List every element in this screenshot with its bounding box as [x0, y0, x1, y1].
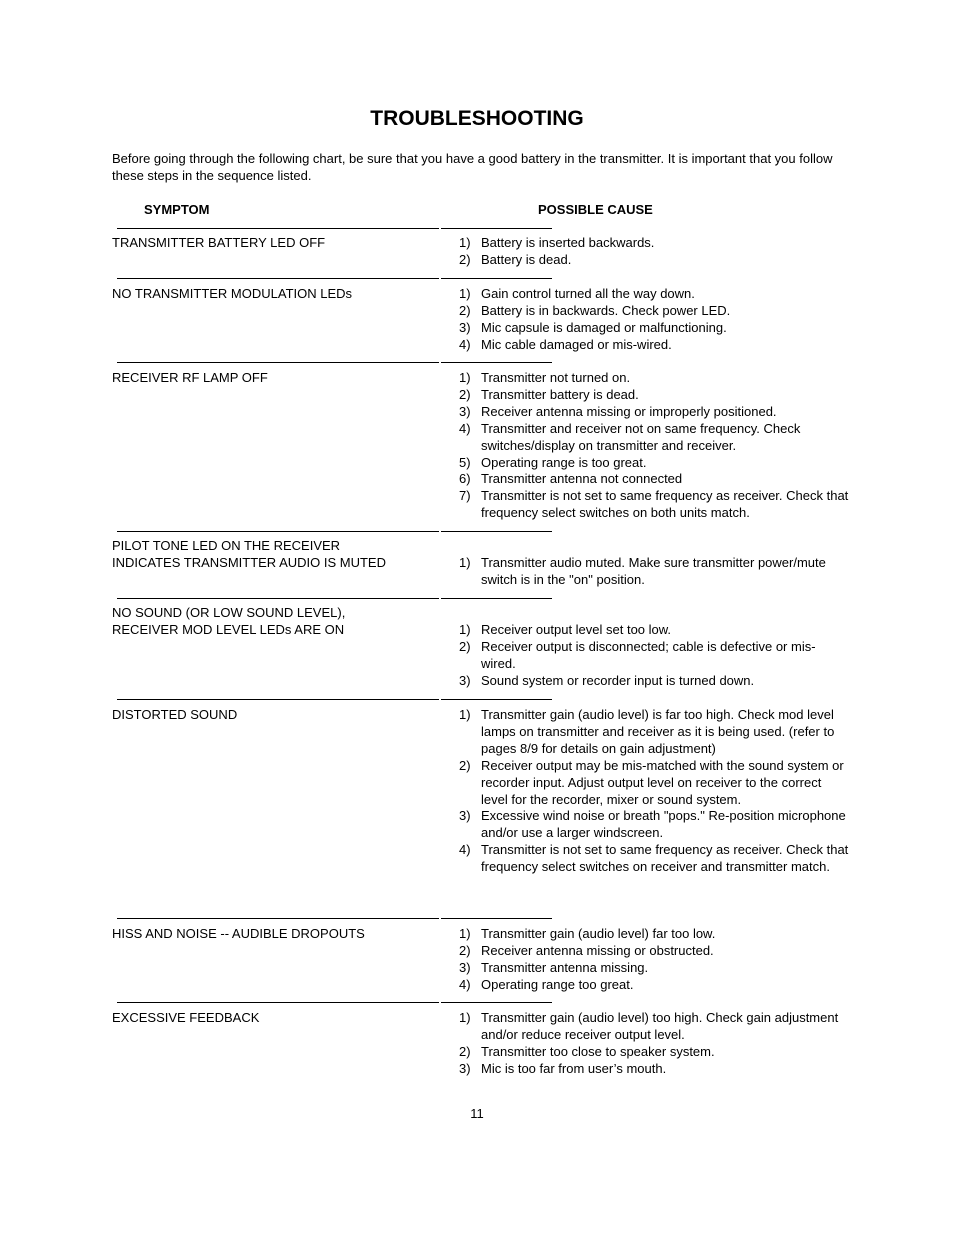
symptom-cell — [112, 707, 432, 724]
symptom-line: DISTORTED SOUND — [112, 707, 238, 722]
cause-text: Battery is dead. — [481, 251, 572, 267]
symptom-cell — [112, 1010, 432, 1027]
cause-text: Transmitter antenna missing. — [481, 959, 649, 975]
cause-number: 1) — [459, 622, 471, 637]
cause-text: Battery is in backwards. Check power LED. — [481, 302, 731, 318]
cause-number: 1) — [459, 370, 471, 385]
symptom-cell — [112, 926, 432, 943]
possible-cause-list — [459, 707, 849, 876]
symptom-line: EXCESSIVE FEEDBACK — [112, 1010, 260, 1025]
cause-item — [459, 404, 849, 421]
cause-text: Transmitter battery is dead. — [481, 386, 639, 402]
cause-text: Receiver output may be mis-matched with the sound system or recorder input. Adjust output level on receiver to the correct level for the recorder, mixer or sound system. — [481, 757, 844, 807]
cause-number: 1) — [459, 235, 471, 250]
cause-text: Transmitter gain (audio level) is far too high. Check mod level lamps on transmitter and receiver as it is being used. (refer to pages 8/9 for details on gain adjustment) — [481, 707, 835, 756]
symptom-cell — [112, 286, 432, 303]
possible-cause-list — [459, 555, 849, 589]
cause-item — [459, 471, 849, 488]
cause-number: 2) — [459, 638, 471, 654]
cause-item — [459, 235, 849, 252]
cause-text: Receiver output is disconnected; cable is defective or mis-wired. — [481, 638, 816, 671]
cause-text: Battery is inserted backwards. — [481, 235, 655, 250]
cause-number: 2) — [459, 1043, 471, 1059]
cause-text: Transmitter gain (audio level) too high. Check gain adjustment and/or reduce receiver output level. — [481, 1010, 839, 1042]
symptom-cell — [112, 538, 432, 572]
symptom-cell — [112, 370, 432, 387]
cause-text: Transmitter too close to speaker system. — [481, 1043, 715, 1059]
cause-item — [459, 370, 849, 387]
symptom-line: RECEIVER MOD LEVEL LEDs ARE ON — [112, 621, 345, 637]
intro-paragraph: Before going through the following chart, be sure that you have a good battery in the transmitter. It is important that you follow these steps in the sequence listed. — [112, 151, 833, 183]
row-divider — [0, 1002, 954, 1003]
cause-item — [459, 455, 849, 472]
cause-number: 2) — [459, 757, 471, 773]
cause-text: Transmitter gain (audio level) far too low. — [481, 926, 716, 941]
cause-number: 4) — [459, 420, 471, 436]
cause-item — [459, 926, 849, 943]
cause-item — [459, 286, 849, 303]
cause-number: 3) — [459, 959, 471, 975]
page-title: TROUBLESHOOTING — [370, 107, 584, 130]
cause-text: Sound system or recorder input is turned down. — [481, 672, 755, 688]
cause-number: 2) — [459, 302, 471, 318]
cause-item — [459, 252, 849, 269]
cause-number: 1) — [459, 1010, 471, 1025]
cause-item — [459, 555, 849, 589]
cause-text: Receiver output level set too low. — [481, 622, 672, 637]
cause-number: 2) — [459, 942, 471, 958]
cause-number: 7) — [459, 488, 471, 504]
possible-cause-list — [459, 622, 849, 690]
cause-item — [459, 622, 849, 639]
row-divider — [0, 228, 954, 229]
row-divider — [0, 531, 954, 532]
cause-number: 4) — [459, 336, 471, 352]
row-divider — [0, 918, 954, 919]
cause-item — [459, 1044, 849, 1061]
symptom-column-header: SYMPTOM — [144, 202, 210, 217]
symptom-line: PILOT TONE LED ON THE RECEIVER — [112, 538, 341, 553]
cause-item — [459, 303, 849, 320]
symptom-line: NO TRANSMITTER MODULATION LEDs — [112, 286, 353, 301]
cause-text: Mic capsule is damaged or malfunctioning. — [481, 319, 727, 335]
cause-item — [459, 943, 849, 960]
cause-number: 3) — [459, 319, 471, 335]
possible-cause-list — [459, 370, 849, 522]
cause-item — [459, 977, 849, 994]
possible-cause-list — [459, 1010, 849, 1078]
cause-text: Receiver antenna missing or improperly positioned. — [481, 403, 777, 419]
cause-text: Operating range is too great. — [481, 454, 647, 470]
cause-number: 1) — [459, 707, 471, 722]
symptom-line: RECEIVER RF LAMP OFF — [112, 370, 268, 385]
cause-item — [459, 673, 849, 690]
cause-number: 6) — [459, 471, 471, 487]
cause-number: 1) — [459, 926, 471, 941]
row-divider — [0, 362, 954, 363]
cause-number: 2) — [459, 386, 471, 402]
row-divider — [0, 699, 954, 700]
cause-number: 1) — [459, 286, 471, 301]
cause-number: 1) — [459, 555, 471, 570]
symptom-line: INDICATES TRANSMITTER AUDIO IS MUTED — [112, 554, 386, 570]
cause-number: 3) — [459, 672, 471, 688]
cause-item — [459, 1061, 849, 1078]
cause-item — [459, 337, 849, 354]
symptom-line: TRANSMITTER BATTERY LED OFF — [112, 235, 326, 250]
cause-text: Operating range too great. — [481, 976, 634, 992]
cause-item — [459, 960, 849, 977]
cause-number: 5) — [459, 454, 471, 470]
cause-text: Transmitter is not set to same frequency as receiver. Check that frequency select switches on both units match. — [481, 488, 849, 521]
cause-item — [459, 320, 849, 337]
cause-text: Excessive wind noise or breath "pops." Re-position microphone and/or use a larger windscreen. — [481, 808, 846, 841]
row-divider — [0, 598, 954, 599]
cause-number: 3) — [459, 808, 471, 824]
cause-number: 3) — [459, 403, 471, 419]
cause-text: Transmitter not turned on. — [481, 370, 631, 385]
cause-text: Mic is too far from user’s mouth. — [481, 1060, 667, 1076]
possible-cause-list — [459, 926, 849, 994]
cause-item — [459, 421, 849, 455]
cause-text: Gain control turned all the way down. — [481, 286, 695, 301]
cause-item — [459, 808, 849, 842]
cause-item — [459, 842, 849, 876]
possible-cause-column-header: POSSIBLE CAUSE — [538, 202, 653, 217]
cause-text: Transmitter is not set to same frequency as receiver. Check that frequency select switches on receiver and transmitter match. — [481, 842, 849, 875]
cause-text: Receiver antenna missing or obstructed. — [481, 942, 714, 958]
possible-cause-list — [459, 235, 849, 269]
cause-item — [459, 639, 849, 673]
cause-text: Transmitter audio muted. Make sure transmitter power/mute switch is in the "on" position. — [481, 555, 826, 587]
cause-item — [459, 707, 849, 758]
cause-text: Transmitter antenna not connected — [481, 471, 683, 487]
symptom-line: NO SOUND (OR LOW SOUND LEVEL), — [112, 605, 346, 620]
row-divider — [0, 278, 954, 279]
cause-text: Mic cable damaged or mis-wired. — [481, 336, 672, 352]
cause-item — [459, 488, 849, 522]
possible-cause-list — [459, 286, 849, 354]
page-number: 11 — [470, 1106, 484, 1121]
symptom-cell — [112, 605, 432, 639]
cause-number: 4) — [459, 842, 471, 858]
cause-text: Transmitter and receiver not on same frequency. Check switches/display on transmitter and receiver. — [481, 420, 801, 453]
symptom-cell — [112, 235, 432, 252]
cause-number: 4) — [459, 976, 471, 992]
cause-item — [459, 387, 849, 404]
cause-item — [459, 1010, 849, 1044]
cause-number: 3) — [459, 1060, 471, 1076]
cause-number: 2) — [459, 251, 471, 267]
symptom-line: HISS AND NOISE -- AUDIBLE DROPOUTS — [112, 926, 365, 941]
cause-item — [459, 758, 849, 809]
